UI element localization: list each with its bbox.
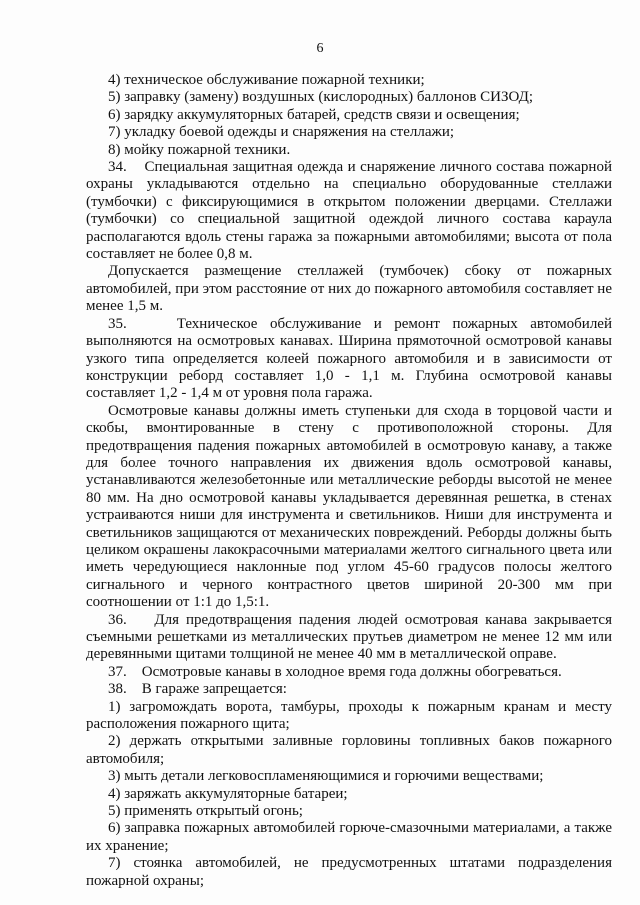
paragraph-35: 35. Техническое обслуживание и ремонт пожарных автомобилей выполняются на осмотровых канавах. Ширина прямоточной осмотровой канавы узкого типа определяется колеей пожарного автомобиля и в зависимости от конструкции реборд составляет 1,0 - 1,1 м. Глубина осмотровой канавы составляет 1,2 - 1,4 м от уровня пола гаража.	[86, 315, 612, 402]
prohibition-item-4: 4) заряжать аккумуляторные батареи;	[108, 785, 348, 802]
prohibition-item-7: 7) стоянка автомобилей, не предусмотренных штатами подразделения пожарной охраны;	[86, 855, 612, 889]
prohibition-item-3: 3) мыть детали легковоспламеняющимися и горючими веществами;	[108, 768, 544, 785]
paragraph-36: 36. Для предотвращения падения людей осмотровая канава закрывается съемными решетками из металлических прутьев диаметром не менее 12 мм или деревянными щитами толщиной не менее 40 мм в металлической оправе.	[86, 611, 612, 663]
prohibition-item-1: 1) загромождать ворота, тамбуры, проходы к пожарным кранам и месту расположения пожарного щита;	[86, 698, 612, 733]
page-number: 6	[316, 41, 324, 56]
document-body	[86, 72, 612, 890]
paragraph-35-continued: Осмотровые канавы должны иметь ступеньки для схода в торцовой части и скобы, вмонтированные в стену с противоположной стороны. Для предотвращения падения пожарных автомобилей в осмотровую канаву, а также для более точного направления их движения вдоль осмотровой канавы, устанавливаются железобетонные или металлические реборды высотой не менее 80 мм. На дно осмотровой канавы укладывается деревянная решетка, в стенах устраиваются ниши для инструмента и светильников. Ниши для инструмента и светильников защищаются от механических повреждений. Реборды должны быть целиком окрашены лакокрасочными материалами желтого сигнального цвета или иметь чередующиеся наклонные под углом 45-60 градусов полосы желтого сигнального и черного контрастного цветов шириной 20-300 мм при соотношении от 1:1 до 1,5:1.	[86, 402, 612, 611]
paragraph-38: 38. В гараже запрещается:	[108, 681, 287, 698]
list-item-6-charging: 6) зарядку аккумуляторных батарей, средств связи и освещения;	[108, 106, 520, 123]
prohibition-item-2: 2) держать открытыми заливные горловины топливных баков пожарного автомобиля;	[86, 733, 612, 767]
paragraph-34-continued: Допускается размещение стеллажей (тумбочек) сбоку от пожарных автомобилей, при этом расстояние от них до пожарного автомобиля составляет не менее 1,5 м.	[86, 263, 612, 315]
list-item-4-maintenance: 4) техническое обслуживание пожарной техники;	[108, 72, 425, 88]
prohibition-item-5: 5) применять открытый огонь;	[108, 803, 303, 820]
paragraph-34: 34. Специальная защитная одежда и снаряжение личного состава пожарной охраны укладываются отдельно на специально оборудованные стеллажи (тумбочки) с фиксирующимися в открытом положении дверцами. Стеллажи (тумбочки) со специальной защитной одеждой личного состава караула располагаются вдоль стены гаража за пожарными автомобилями; высота от пола составляет не более 0,8 м.	[86, 159, 612, 263]
list-item-7-gear-storage: 7) укладку боевой одежды и снаряжения на стеллажи;	[108, 124, 455, 141]
list-item-8-washing: 8) мойку пожарной техники.	[108, 141, 291, 158]
list-item-5-refill: 5) заправку (замену) воздушных (кислородных) баллонов СИЗОД;	[108, 89, 533, 106]
prohibition-item-6: 6) заправка пожарных автомобилей горюче-смазочными материалами, а также их хранение;	[86, 820, 612, 854]
paragraph-37: 37. Осмотровые канавы в холодное время года должны обогреваться.	[108, 663, 562, 680]
